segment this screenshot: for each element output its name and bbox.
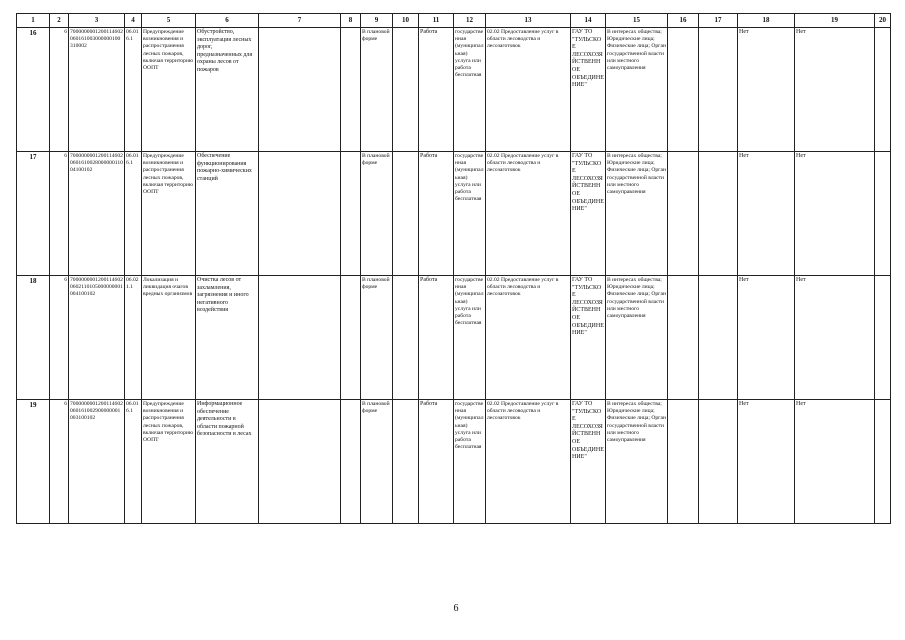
- cell-col-14: ГАУ ТО "ТУЛЬСКОЕ ЛЕСОХОЗЯЙСТВЕННОЕ ОБЪЕДИНЕНИЕ": [571, 152, 606, 276]
- cell-col-11: Работа: [419, 400, 454, 524]
- column-header-17: 17: [699, 14, 738, 28]
- cell-col-3: 70000000012001146020602110105000000001004100102: [69, 276, 125, 400]
- cell-col-5: Локализация и ликвидация очагов вредных организмов: [142, 276, 196, 400]
- cell-col-1: 19: [17, 400, 50, 524]
- cell-col-17: [699, 152, 738, 276]
- cell-col-19: Нет: [795, 28, 875, 152]
- column-header-6: 6: [196, 14, 259, 28]
- cell-col-7: [259, 400, 341, 524]
- cell-col-2: 6: [50, 28, 69, 152]
- cell-col-9: В плановой форме: [361, 28, 393, 152]
- cell-col-2: 6: [50, 400, 69, 524]
- cell-col-2: 6: [50, 152, 69, 276]
- cell-col-16: [668, 152, 699, 276]
- cell-col-8: [341, 276, 361, 400]
- cell-col-3: 7000000001200114602060161003000000100310002: [69, 28, 125, 152]
- column-header-8: 8: [341, 14, 361, 28]
- cell-col-17: [699, 28, 738, 152]
- table-body: [17, 28, 891, 524]
- cell-col-12: государственная (муниципальная) услуга или работа бесплатная: [454, 152, 486, 276]
- cell-col-9: В плановой форме: [361, 400, 393, 524]
- column-header-13: 13: [486, 14, 571, 28]
- cell-col-10: [393, 28, 419, 152]
- cell-col-2: 6: [50, 276, 69, 400]
- cell-col-13: 02.02 Предоставление услуг в области лесоводства и лесозаготовок: [486, 276, 571, 400]
- cell-col-14: ГАУ ТО "ТУЛЬСКОЕ ЛЕСОХОЗЯЙСТВЕННОЕ ОБЪЕДИНЕНИЕ": [571, 28, 606, 152]
- cell-col-16: [668, 28, 699, 152]
- cell-col-18: Нет: [738, 152, 795, 276]
- cell-col-20: [875, 400, 891, 524]
- cell-col-4: 06.016.1: [125, 28, 142, 152]
- column-header-7: 7: [259, 14, 341, 28]
- cell-col-13: 02.02 Предоставление услуг в области лесоводства и лесозаготовок: [486, 400, 571, 524]
- cell-col-11: Работа: [419, 152, 454, 276]
- cell-col-12: государственная (муниципальная) услуга или работа бесплатная: [454, 28, 486, 152]
- cell-col-4: 06.016.1: [125, 152, 142, 276]
- cell-col-13: 02.02 Предоставление услуг в области лесоводства и лесозаготовок: [486, 28, 571, 152]
- table-row: [17, 400, 891, 524]
- cell-col-8: [341, 152, 361, 276]
- table-row: [17, 28, 891, 152]
- column-header-20: 20: [875, 14, 891, 28]
- cell-col-15: В интересах общества; Юридические лица; Физические лица; Орган государственной власти или местного самоуправления: [606, 400, 668, 524]
- column-header-2: 2: [50, 14, 69, 28]
- table-row: [17, 152, 891, 276]
- column-header-15: 15: [606, 14, 668, 28]
- cell-col-7: [259, 276, 341, 400]
- column-header-10: 10: [393, 14, 419, 28]
- cell-col-7: [259, 28, 341, 152]
- cell-col-8: [341, 400, 361, 524]
- cell-col-8: [341, 28, 361, 152]
- cell-col-6: Обустройство, эксплуатация лесных дорог, предназначенных для охраны лесов от пожаров: [196, 28, 259, 152]
- cell-col-5: Предупреждение возникновения и распространения лесных пожаров, включая территорию ООПТ: [142, 28, 196, 152]
- column-header-16: 16: [668, 14, 699, 28]
- cell-col-10: [393, 400, 419, 524]
- cell-col-1: 16: [17, 28, 50, 152]
- column-header-11: 11: [419, 14, 454, 28]
- page-number: 6: [453, 603, 459, 614]
- column-header-9: 9: [361, 14, 393, 28]
- cell-col-19: Нет: [795, 152, 875, 276]
- cell-col-7: [259, 152, 341, 276]
- column-header-12: 12: [454, 14, 486, 28]
- cell-col-6: Информационное обеспечение деятельности в области пожарной безопасности в лесах: [196, 400, 259, 524]
- cell-col-6: Очистка лесов от захламления, загрязнения и иного негативного воздействия: [196, 276, 259, 400]
- table-row: [17, 276, 891, 400]
- cell-col-4: 06.016.1: [125, 400, 142, 524]
- cell-col-12: государственная (муниципальная) услуга или работа бесплатная: [454, 400, 486, 524]
- cell-col-18: Нет: [738, 28, 795, 152]
- cell-col-15: В интересах общества; Юридические лица; Физические лица; Орган государственной власти или местного самоуправления: [606, 152, 668, 276]
- cell-col-12: государственная (муниципальная) услуга или работа бесплатная: [454, 276, 486, 400]
- header-row: [17, 14, 891, 28]
- cell-col-1: 17: [17, 152, 50, 276]
- column-header-5: 5: [142, 14, 196, 28]
- cell-col-9: В плановой форме: [361, 276, 393, 400]
- cell-col-6: Обеспечение функционирования пожарно-химических станций: [196, 152, 259, 276]
- cell-col-3: 7000000001200114602060161002800000011004100102: [69, 152, 125, 276]
- column-header-14: 14: [571, 14, 606, 28]
- cell-col-11: Работа: [419, 28, 454, 152]
- cell-col-3: 7000000001200114602060161002900000001003100102: [69, 400, 125, 524]
- cell-col-18: Нет: [738, 276, 795, 400]
- column-header-18: 18: [738, 14, 795, 28]
- cell-col-20: [875, 152, 891, 276]
- column-header-1: 1: [17, 14, 50, 28]
- cell-col-11: Работа: [419, 276, 454, 400]
- services-table: [16, 13, 891, 524]
- cell-col-18: Нет: [738, 400, 795, 524]
- column-header-4: 4: [125, 14, 142, 28]
- cell-col-17: [699, 276, 738, 400]
- cell-col-15: В интересах общества; Юридические лица; Физические лица; Орган государственной власти или местного самоуправления: [606, 28, 668, 152]
- cell-col-9: В плановой форме: [361, 152, 393, 276]
- cell-col-13: 02.02 Предоставление услуг в области лесоводства и лесозаготовок: [486, 152, 571, 276]
- column-header-19: 19: [795, 14, 875, 28]
- column-header-3: 3: [69, 14, 125, 28]
- cell-col-5: Предупреждение возникновения и распространения лесных пожаров, включая территорию ООПТ: [142, 400, 196, 524]
- cell-col-4: 06.021.1: [125, 276, 142, 400]
- cell-col-14: ГАУ ТО "ТУЛЬСКОЕ ЛЕСОХОЗЯЙСТВЕННОЕ ОБЪЕДИНЕНИЕ": [571, 400, 606, 524]
- cell-col-10: [393, 276, 419, 400]
- cell-col-17: [699, 400, 738, 524]
- cell-col-16: [668, 400, 699, 524]
- cell-col-20: [875, 276, 891, 400]
- cell-col-1: 18: [17, 276, 50, 400]
- cell-col-20: [875, 28, 891, 152]
- cell-col-14: ГАУ ТО "ТУЛЬСКОЕ ЛЕСОХОЗЯЙСТВЕННОЕ ОБЪЕДИНЕНИЕ": [571, 276, 606, 400]
- cell-col-19: Нет: [795, 276, 875, 400]
- cell-col-10: [393, 152, 419, 276]
- cell-col-5: Предупреждение возникновения и распространения лесных пожаров, включая территорию ООПТ: [142, 152, 196, 276]
- cell-col-19: Нет: [795, 400, 875, 524]
- cell-col-16: [668, 276, 699, 400]
- cell-col-15: В интересах общества; Юридические лица; Физические лица; Орган государственной власти или местного самоуправления: [606, 276, 668, 400]
